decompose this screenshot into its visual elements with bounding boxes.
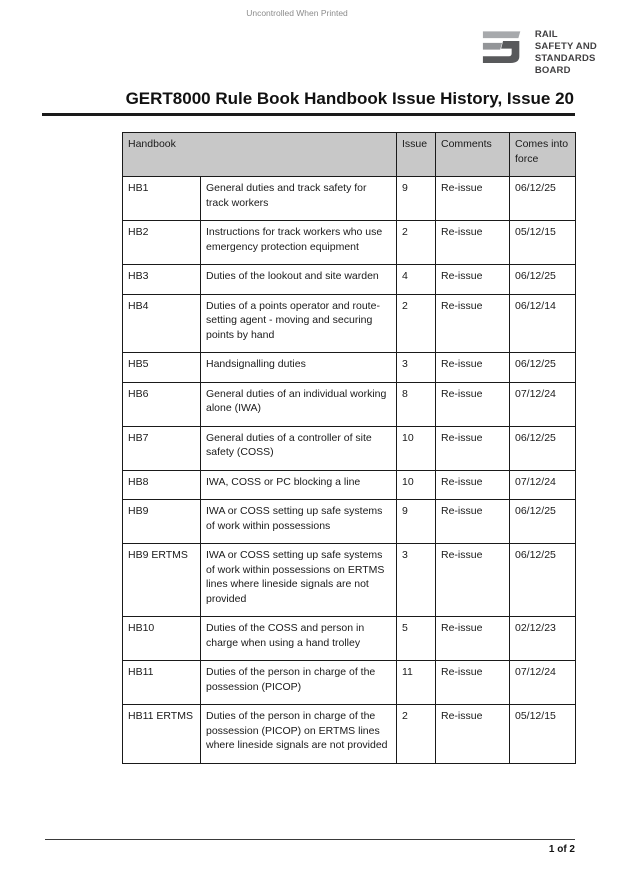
- handbook-code-cell: HB11 ERTMS: [123, 705, 201, 764]
- logo-text-line: STANDARDS: [534, 53, 596, 64]
- table-row: [123, 265, 576, 295]
- comments-cell: Re-issue: [436, 544, 510, 617]
- table-row: [123, 661, 576, 705]
- handbook-code-cell: HB6: [123, 382, 201, 426]
- handbook-description-cell: IWA or COSS setting up safe systems of work within possessions: [201, 500, 397, 544]
- handbook-description-cell: Duties of the lookout and site warden: [201, 265, 397, 295]
- handbook-code-cell: HB4: [123, 294, 201, 353]
- handbook-description-cell: IWA, COSS or PC blocking a line: [201, 470, 397, 500]
- handbook-code-cell: HB10: [123, 617, 201, 661]
- comes-into-force-cell: 05/12/15: [510, 221, 576, 265]
- title-rule: [42, 113, 575, 116]
- table-row: [123, 177, 576, 221]
- column-header-issue: Issue: [397, 133, 436, 177]
- comes-into-force-cell: 06/12/25: [510, 544, 576, 617]
- comments-cell: Re-issue: [436, 500, 510, 544]
- handbook-code-cell: HB1: [123, 177, 201, 221]
- issue-cell: 9: [397, 177, 436, 221]
- watermark-text: Uncontrolled When Printed: [246, 8, 348, 18]
- column-header-comes-into-force: Comes into force: [510, 133, 576, 177]
- issue-history-table: [122, 132, 576, 764]
- comments-cell: Re-issue: [436, 353, 510, 383]
- page-number: 1 of 2: [548, 844, 575, 855]
- handbook-code-cell: HB7: [123, 426, 201, 470]
- comes-into-force-cell: 07/12/24: [510, 470, 576, 500]
- rssb-logo-mark: [481, 28, 527, 74]
- table-row: [123, 426, 576, 470]
- comes-into-force-cell: 06/12/25: [510, 353, 576, 383]
- handbook-code-cell: HB9 ERTMS: [123, 544, 201, 617]
- comments-cell: Re-issue: [436, 470, 510, 500]
- comments-cell: Re-issue: [436, 265, 510, 295]
- comes-into-force-cell: 02/12/23: [510, 617, 576, 661]
- comments-cell: Re-issue: [436, 382, 510, 426]
- comments-cell: Re-issue: [436, 294, 510, 353]
- handbook-code-cell: HB8: [123, 470, 201, 500]
- issue-cell: 5: [397, 617, 436, 661]
- comes-into-force-cell: 06/12/14: [510, 294, 576, 353]
- issue-cell: 2: [397, 705, 436, 764]
- table-row: [123, 353, 576, 383]
- comments-cell: Re-issue: [436, 661, 510, 705]
- logo-text-line: SAFETY AND: [534, 41, 597, 52]
- footer-rule: [45, 839, 575, 840]
- table-row: [123, 382, 576, 426]
- handbook-description-cell: General duties and track safety for track workers: [201, 177, 397, 221]
- table-row: [123, 470, 576, 500]
- table-row: [123, 221, 576, 265]
- issue-cell: 10: [397, 426, 436, 470]
- comments-cell: Re-issue: [436, 426, 510, 470]
- handbook-description-cell: Duties of a points operator and route-setting agent - moving and securing points by hand: [201, 294, 397, 353]
- handbook-description-cell: General duties of an individual working alone (IWA): [201, 382, 397, 426]
- handbook-description-cell: Duties of the COSS and person in charge when using a hand trolley: [201, 617, 397, 661]
- table-row: [123, 294, 576, 353]
- comes-into-force-cell: 06/12/25: [510, 426, 576, 470]
- handbook-description-cell: Duties of the person in charge of the possession (PICOP): [201, 661, 397, 705]
- comes-into-force-cell: 07/12/24: [510, 661, 576, 705]
- comes-into-force-cell: 07/12/24: [510, 382, 576, 426]
- comments-cell: Re-issue: [436, 705, 510, 764]
- handbook-code-cell: HB9: [123, 500, 201, 544]
- table-row: [123, 617, 576, 661]
- table-row: [123, 705, 576, 764]
- handbook-description-cell: General duties of a controller of site safety (COSS): [201, 426, 397, 470]
- handbook-code-cell: HB5: [123, 353, 201, 383]
- issue-cell: 3: [397, 353, 436, 383]
- handbook-code-cell: HB3: [123, 265, 201, 295]
- comes-into-force-cell: 05/12/15: [510, 705, 576, 764]
- logo-text-line: RAIL: [534, 29, 558, 40]
- comments-cell: Re-issue: [436, 221, 510, 265]
- table-row: [123, 544, 576, 617]
- column-header-handbook: Handbook: [123, 133, 397, 177]
- handbook-code-cell: HB11: [123, 661, 201, 705]
- handbook-code-cell: HB2: [123, 221, 201, 265]
- comes-into-force-cell: 06/12/25: [510, 177, 576, 221]
- handbook-description-cell: Instructions for track workers who use emergency protection equipment: [201, 221, 397, 265]
- comments-cell: Re-issue: [436, 617, 510, 661]
- issue-cell: 11: [397, 661, 436, 705]
- table-header-row: [123, 133, 576, 177]
- comes-into-force-cell: 06/12/25: [510, 500, 576, 544]
- rssb-logo-text: [535, 28, 597, 77]
- handbook-description-cell: Duties of the person in charge of the possession (PICOP) on ERTMS lines where lineside signals are not provided: [201, 705, 397, 764]
- comments-cell: Re-issue: [436, 177, 510, 221]
- issue-cell: 2: [397, 294, 436, 353]
- logo-text-line: BOARD: [534, 65, 571, 76]
- issue-cell: 3: [397, 544, 436, 617]
- issue-cell: 10: [397, 470, 436, 500]
- issue-cell: 9: [397, 500, 436, 544]
- handbook-description-cell: Handsignalling duties: [201, 353, 397, 383]
- comes-into-force-cell: 06/12/25: [510, 265, 576, 295]
- handbook-description-cell: IWA or COSS setting up safe systems of work within possessions on ERTMS lines where lineside signals are not provided: [201, 544, 397, 617]
- column-header-comments: Comments: [436, 133, 510, 177]
- issue-cell: 8: [397, 382, 436, 426]
- rssb-logo: [481, 28, 597, 77]
- issue-cell: 2: [397, 221, 436, 265]
- page-title: GERT8000 Rule Book Handbook Issue History, Issue 20: [125, 89, 574, 108]
- issue-cell: 4: [397, 265, 436, 295]
- table-row: [123, 500, 576, 544]
